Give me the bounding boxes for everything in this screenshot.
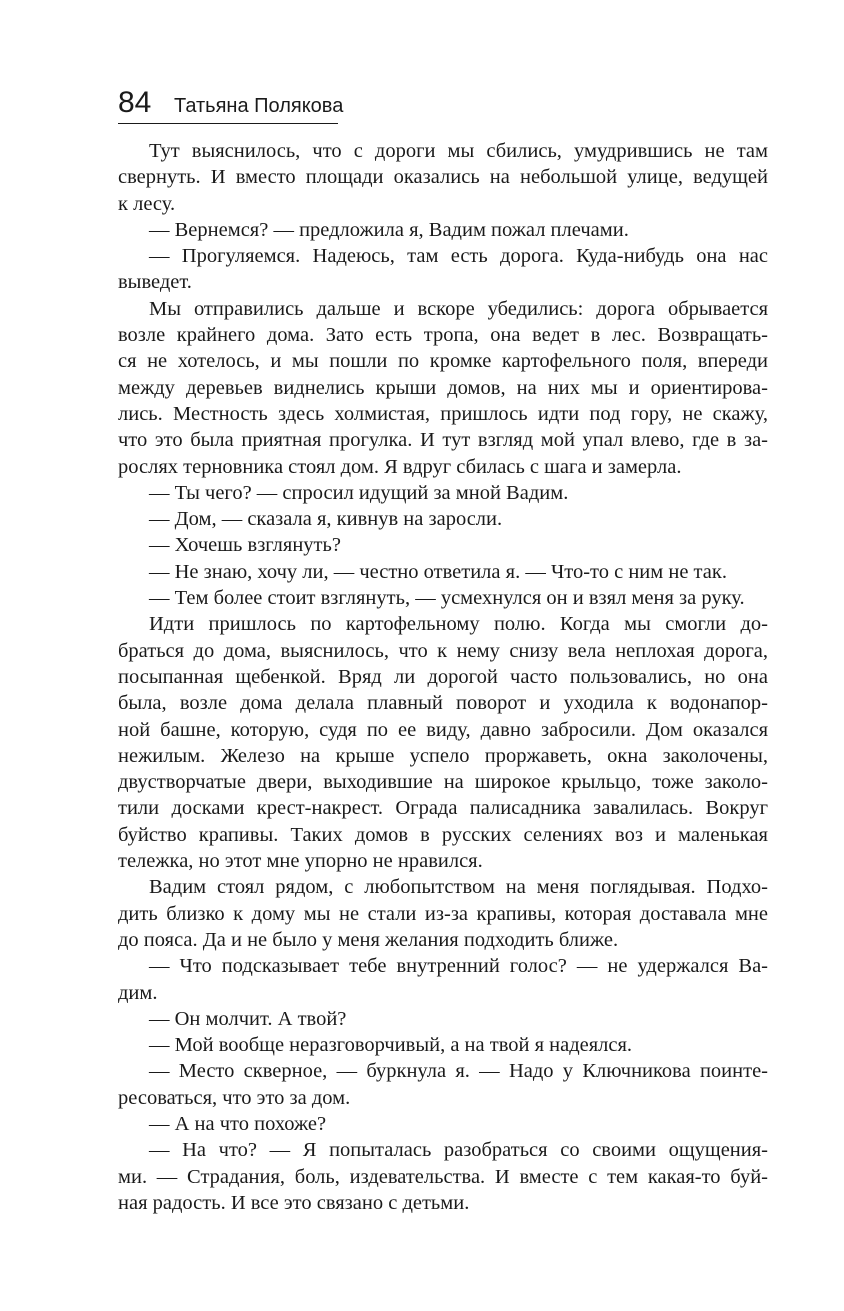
page-number: 84 xyxy=(118,86,152,119)
text-line: Вадим стоял рядом, с любопытством на меня поглядывая. Подхо- xyxy=(149,876,768,899)
text-line: — Вернемся? — предложила я, Вадим пожал плечами. xyxy=(149,218,629,241)
text-line: нежилым. Железо на крыше успело проржаветь, окна заколочены, xyxy=(118,744,768,767)
text-line: — На что? — Я попыталась разобраться со своими ощущения- xyxy=(149,1139,768,1162)
text-line: — Дом, — сказала я, кивнув на заросли. xyxy=(149,508,503,531)
text-line: дить близко к дому мы не стали из-за крапивы, которая доставала мне xyxy=(118,902,768,925)
text-line: ная радость. И все это связано с детьми. xyxy=(118,1191,470,1214)
text-line: посыпанная щебенкой. Вряд ли дорогой часто пользовались, но она xyxy=(118,665,768,688)
text-line: возле крайнего дома. Зато есть тропа, она ведет в лес. Возвращать- xyxy=(118,324,768,347)
text-line: браться до дома, выяснилось, что к нему снизу вела неплохая дорога, xyxy=(118,639,768,662)
text-line: ся не хотелось, и мы пошли по кромке картофельного поля, впереди xyxy=(118,350,768,373)
header-rule xyxy=(118,123,338,124)
text-line: — Что подсказывает тебе внутренний голос? — не удержался Ва- xyxy=(149,955,768,978)
text-line: рослях терновника стоял дом. Я вдруг сбилась с шага и замерла. xyxy=(118,455,682,478)
text-line: — Прогуляемся. Надеюсь, там есть дорога. Куда-нибудь она нас xyxy=(149,245,768,268)
text-line: ресоваться, что это за дом. xyxy=(118,1086,351,1109)
text-line: лись. Местность здесь холмистая, пришлось идти под гору, не скажу, xyxy=(118,402,768,425)
text-line: ной башне, которую, судя по ее виду, давно забросили. Дом оказался xyxy=(118,718,768,741)
text-line: что это была приятная прогулка. И тут взгляд мой упал влево, где в за- xyxy=(118,429,768,452)
text-line: — Ты чего? — спросил идущий за мной Вадим. xyxy=(149,481,569,504)
text-line: тили досками крест-накрест. Ограда палисадника завалилась. Вокруг xyxy=(118,797,768,820)
running-head-author: Татьяна Полякова xyxy=(174,95,344,117)
text-line: Идти пришлось по картофельному полю. Когда мы смогли до- xyxy=(149,613,768,636)
text-line: была, возле дома делала плавный поворот и уходила к водонапор- xyxy=(118,692,768,715)
text-line: Тут выяснилось, что с дороги мы сбились, умудрившись не там xyxy=(149,140,768,162)
text-line: тележка, но этот мне упорно не нравился. xyxy=(118,850,483,873)
text-line: — Мой вообще неразговорчивый, а на твой я надеялся. xyxy=(149,1034,633,1057)
body-text xyxy=(118,138,768,1216)
text-line: — Хочешь взглянуть? xyxy=(149,534,341,557)
text-line: ми. — Страдания, боль, издевательства. И вместе с тем какая-то буй- xyxy=(118,1165,768,1188)
page-header xyxy=(118,86,344,126)
text-line: до пояса. Да и не было у меня желания подходить ближе. xyxy=(118,928,619,951)
text-line: свернуть. И вместо площади оказались на небольшой улице, ведущей xyxy=(118,166,768,189)
text-line: между деревьев виднелись крыши домов, на них мы и ориентирова- xyxy=(118,376,768,399)
text-line: — Тем более стоит взглянуть, — усмехнулся он и взял меня за руку. xyxy=(149,587,745,610)
text-line: Мы отправились дальше и вскоре убедились: дорога обрывается xyxy=(149,297,768,320)
text-line: к лесу. xyxy=(118,192,176,215)
text-line: — А на что похоже? xyxy=(149,1112,327,1135)
text-line: дим. xyxy=(118,981,158,1004)
text-line: буйство крапивы. Таких домов в русских селениях воз и маленькая xyxy=(118,823,768,846)
text-line: — Он молчит. А твой? xyxy=(149,1007,347,1030)
text-line: — Место скверное, — буркнула я. — Надо у Ключникова поинте- xyxy=(149,1060,768,1083)
text-line: выведет. xyxy=(118,271,192,294)
text-line: — Не знаю, хочу ли, — честно ответила я. — Что-то с ним не так. xyxy=(149,560,727,583)
text-line: двустворчатые двери, выходившие на широкое крыльцо, тоже заколо- xyxy=(118,771,768,794)
